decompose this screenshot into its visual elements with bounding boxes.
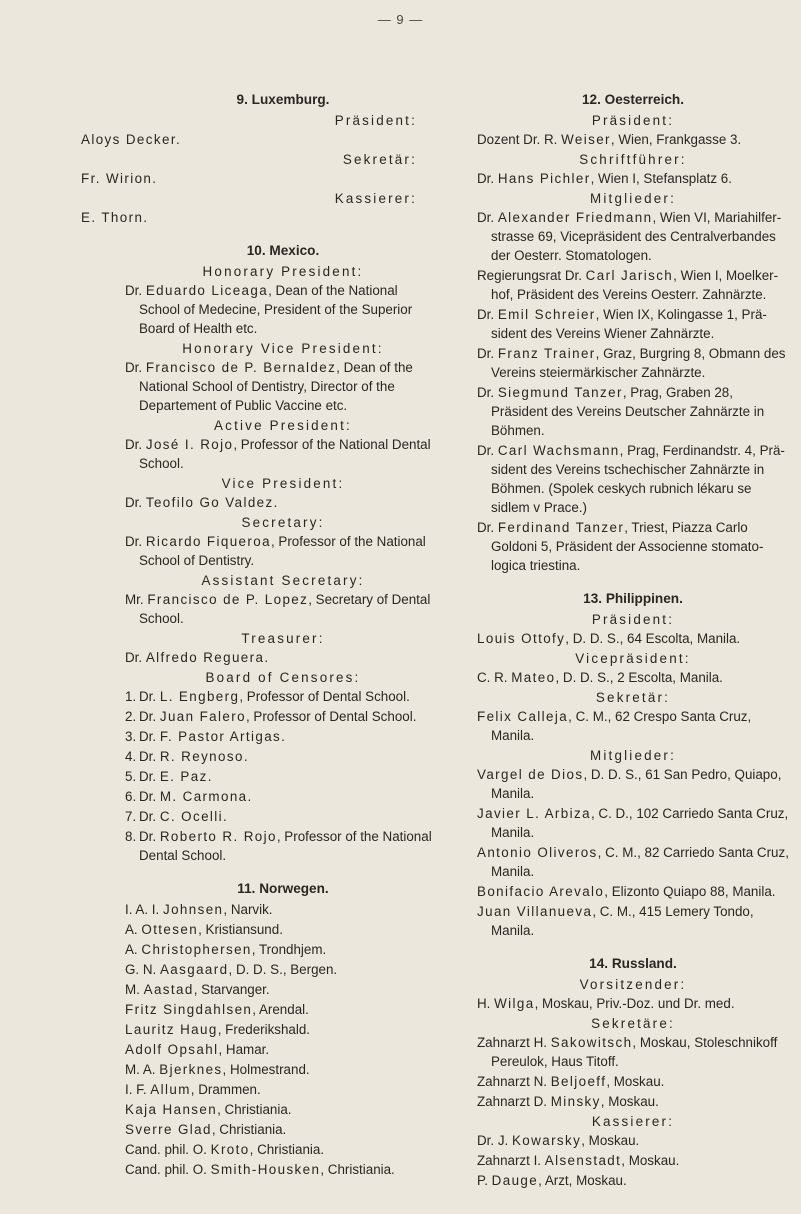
person-detail: , Christiania. bbox=[249, 1142, 325, 1157]
person-detail: , Graz, Burgring 8, Obmann des Vereins steiermärkischer Zahnärzte. bbox=[491, 346, 786, 380]
person-entry bbox=[477, 994, 789, 1013]
person-name: Beljoeff bbox=[550, 1074, 607, 1089]
person-name: Fritz Singdahlsen bbox=[125, 1002, 253, 1017]
person-prefix: Dr. bbox=[125, 534, 146, 549]
person-name: Mateo bbox=[511, 670, 556, 685]
person-name: Alfredo Reguera bbox=[145, 650, 265, 665]
left-column bbox=[81, 90, 441, 1193]
person-name: Minsky bbox=[550, 1094, 601, 1109]
person-prefix: A. bbox=[125, 922, 142, 937]
person-detail: , Moskau. bbox=[606, 1074, 665, 1089]
person-entry bbox=[125, 707, 441, 726]
person-detail: , Starvanger. bbox=[193, 982, 270, 997]
person-detail: , Triest, Piazza Carlo Goldoni 5, Präsident der Associenne stomato-logica triestina. bbox=[491, 520, 764, 573]
censores-list bbox=[125, 687, 441, 865]
person-name: Ferdinand Tanzer bbox=[497, 520, 625, 535]
person-entry bbox=[125, 787, 441, 806]
person-prefix: H. bbox=[477, 996, 495, 1011]
person-name: Francisco de P. Bernaldez bbox=[145, 360, 337, 375]
person-entry bbox=[477, 804, 789, 842]
section-norwegen bbox=[125, 879, 441, 1179]
entry-number: 2. bbox=[125, 709, 137, 724]
person-name: Aastad bbox=[143, 982, 194, 997]
person-entry bbox=[477, 707, 789, 745]
norwegen-list bbox=[125, 900, 441, 1179]
person-entry bbox=[477, 1092, 789, 1111]
person-name: Aloys Decker. bbox=[81, 132, 182, 147]
person-name: C. Ocelli bbox=[159, 809, 224, 824]
person-prefix: I. A. I. bbox=[125, 902, 163, 917]
person-prefix: Dr. bbox=[477, 210, 498, 225]
person-name: Sakowitsch bbox=[550, 1035, 633, 1050]
person-entry bbox=[125, 920, 441, 939]
person-prefix: Dr. bbox=[139, 749, 160, 764]
person-prefix: Dr. bbox=[477, 520, 498, 535]
person-entry bbox=[125, 747, 441, 766]
role-heading: Präsident: bbox=[591, 612, 675, 627]
person-entry bbox=[81, 208, 441, 227]
person-entry bbox=[125, 807, 441, 826]
role-heading: Vicepräsident: bbox=[575, 651, 691, 666]
person-prefix: Dr. bbox=[139, 789, 160, 804]
person-prefix: Mr. bbox=[125, 592, 148, 607]
person-entry bbox=[125, 1160, 441, 1179]
person-name: Dauge bbox=[491, 1173, 539, 1188]
person-entry bbox=[477, 668, 789, 687]
person-prefix: Regierungsrat Dr. bbox=[477, 268, 586, 283]
person-detail: , Arzt, Moskau. bbox=[538, 1173, 627, 1188]
person-detail: , Moskau. bbox=[621, 1153, 680, 1168]
person-name: Smith-Housken bbox=[210, 1162, 321, 1177]
person-prefix: Dr. bbox=[139, 729, 160, 744]
person-name: José I. Rojo bbox=[145, 437, 234, 452]
section-mexico bbox=[125, 241, 441, 865]
person-entry bbox=[477, 169, 789, 188]
person-prefix: A. bbox=[125, 942, 142, 957]
role-heading: Kassierer: bbox=[591, 1114, 675, 1129]
person-detail: , Professor of Dental School. bbox=[245, 709, 417, 724]
person-detail: . bbox=[281, 729, 285, 744]
person-detail: , D. D. S., Bergen. bbox=[228, 962, 338, 977]
role-heading: Sekretär: bbox=[342, 152, 417, 167]
person-name: Ottesen bbox=[141, 922, 199, 937]
role-heading: Vice President: bbox=[221, 476, 345, 491]
right-column bbox=[477, 90, 789, 1204]
role-heading: Sekretär: bbox=[595, 690, 671, 705]
role-heading: Honorary Vice President: bbox=[182, 341, 384, 356]
role-heading: Assistant Secretary: bbox=[201, 573, 365, 588]
person-prefix: Cand. phil. O. bbox=[125, 1142, 211, 1157]
person-name: Carl Wachsmann bbox=[497, 443, 620, 458]
person-prefix: Dr. bbox=[139, 829, 160, 844]
person-entry bbox=[81, 130, 441, 149]
person-entry bbox=[125, 590, 441, 628]
person-detail: , D. D. S., 61 San Pedro, Quiapo, Manila. bbox=[491, 767, 782, 801]
person-prefix: P. bbox=[477, 1173, 492, 1188]
person-prefix: Zahnarzt I. bbox=[477, 1153, 545, 1168]
person-detail: , Wien, Frankgasse 3. bbox=[610, 132, 742, 147]
section-luxemburg bbox=[81, 90, 441, 227]
person-detail: , Prag, Ferdinandstr. 4, Prä-sident des Vereins tschechischer Zahnärzte in Böhmen. (Spolek ceskych rubnich lékaru se sidlem v Prace.) bbox=[491, 443, 785, 515]
person-name: E. Thorn. bbox=[81, 210, 149, 225]
person-name: Allum bbox=[150, 1082, 191, 1097]
person-detail: , Holmestrand. bbox=[222, 1062, 310, 1077]
person-prefix: Cand. phil. O. bbox=[125, 1162, 211, 1177]
role-heading: Vorsitzender: bbox=[579, 977, 687, 992]
person-name: Siegmund Tanzer bbox=[497, 385, 623, 400]
person-name: Vargel de Dios bbox=[477, 767, 584, 782]
person-entry bbox=[477, 882, 789, 901]
person-entry bbox=[125, 960, 441, 979]
person-prefix: G. N. bbox=[125, 962, 160, 977]
person-name: F. Pastor Artigas bbox=[159, 729, 282, 744]
person-prefix: Dr. bbox=[477, 171, 498, 186]
person-entry bbox=[477, 629, 789, 648]
section-title: 14. Russland. bbox=[589, 956, 677, 971]
person-name: E. Paz bbox=[159, 769, 208, 784]
role-heading: Secretary: bbox=[241, 515, 325, 530]
person-detail: . bbox=[247, 789, 252, 804]
role-heading: Board of Censores: bbox=[205, 670, 361, 685]
person-detail: , Wien I, Stefansplatz 6. bbox=[590, 171, 732, 186]
person-prefix: Dr. bbox=[125, 360, 146, 375]
page-number: — 9 — bbox=[377, 12, 424, 27]
person-prefix: Dr. bbox=[477, 385, 498, 400]
section-title: 13. Philippinen. bbox=[583, 591, 683, 606]
person-detail: , Moskau, Stoleschnikoff Pereulok, Haus Titoff. bbox=[491, 1035, 778, 1069]
person-prefix: Dr. bbox=[139, 809, 160, 824]
person-detail: , Professor of the National School of Dentistry. bbox=[139, 534, 426, 568]
person-entry bbox=[477, 843, 789, 881]
person-name: Juan Falero bbox=[159, 709, 246, 724]
role-heading: Active President: bbox=[214, 418, 352, 433]
person-entry bbox=[125, 435, 441, 473]
person-detail: , Prag, Graben 28, Präsident des Vereins Deutscher Zahnärzte in Böhmen. bbox=[491, 385, 765, 438]
person-prefix: Dr. bbox=[125, 437, 146, 452]
person-entry bbox=[477, 1131, 789, 1150]
person-name: Fr. Wirion. bbox=[81, 171, 158, 186]
section-oesterreich bbox=[477, 90, 789, 575]
person-name: Bjerknes bbox=[159, 1062, 223, 1077]
entry-number: 8. bbox=[125, 829, 137, 844]
person-entry bbox=[125, 980, 441, 999]
person-name: Teofilo Go Valdez bbox=[145, 495, 274, 510]
entry-number: 7. bbox=[125, 809, 137, 824]
person-detail: , C. M., 82 Carriedo Santa Cruz, Manila. bbox=[491, 845, 789, 879]
person-detail: , C. D., 102 Carriedo Santa Cruz, Manila. bbox=[491, 806, 789, 840]
person-prefix: M. bbox=[125, 982, 144, 997]
person-detail: , C. M., 62 Crespo Santa Cruz, Manila. bbox=[491, 709, 752, 743]
person-name: Kowarsky bbox=[511, 1133, 582, 1148]
person-name: Francisco de P. Lopez bbox=[147, 592, 309, 607]
person-entry bbox=[125, 532, 441, 570]
person-detail: , Drammen. bbox=[190, 1082, 261, 1097]
person-detail: , Professor of the National Dental School. bbox=[139, 437, 431, 471]
section-title: 10. Mexico. bbox=[246, 243, 320, 258]
person-name: R. Reynoso bbox=[159, 749, 244, 764]
person-prefix: Dr. bbox=[139, 689, 160, 704]
person-detail: , Dean of the National School of Dentistry, Director of the Departement of Public Vaccine etc. bbox=[139, 360, 413, 413]
person-entry bbox=[125, 1020, 441, 1039]
person-detail: , Dean of the National School of Medecine, President of the Superior Board of Health etc. bbox=[139, 283, 413, 336]
person-detail: . bbox=[207, 769, 212, 784]
person-entry bbox=[477, 383, 789, 440]
role-heading: Mitglieder: bbox=[590, 748, 676, 763]
person-prefix: Dr. bbox=[125, 650, 146, 665]
entry-number: 3. bbox=[125, 729, 137, 744]
entry-number: 5. bbox=[125, 769, 137, 784]
person-name: Louis Ottofy bbox=[477, 631, 566, 646]
person-name: Antonio Oliveros bbox=[477, 845, 598, 860]
person-entry bbox=[477, 266, 789, 304]
person-name: Ricardo Fiqueroa bbox=[145, 534, 271, 549]
person-entry bbox=[125, 1100, 441, 1119]
person-entry bbox=[477, 344, 789, 382]
role-heading: Treasurer: bbox=[241, 631, 325, 646]
person-name: Eduardo Liceaga bbox=[145, 283, 269, 298]
person-name: Weiser bbox=[561, 132, 611, 147]
person-name: Wilga bbox=[494, 996, 535, 1011]
person-entry bbox=[477, 902, 789, 940]
person-prefix: I. F. bbox=[125, 1082, 151, 1097]
person-name: Juan Villanueva bbox=[477, 904, 593, 919]
role-heading: Honorary President: bbox=[202, 264, 364, 279]
person-name: Lauritz Haug bbox=[125, 1022, 218, 1037]
person-name: Javier L. Arbiza bbox=[477, 806, 591, 821]
person-detail: , Wien IX, Kolingasse 1, Prä-sident des Vereins Wiener Zahnärzte. bbox=[491, 307, 767, 341]
person-entry bbox=[477, 130, 789, 149]
person-prefix: Zahnarzt H. bbox=[477, 1035, 551, 1050]
person-entry bbox=[125, 648, 441, 667]
person-name: Roberto R. Rojo bbox=[159, 829, 277, 844]
person-entry bbox=[477, 765, 789, 803]
person-name: Hans Pichler bbox=[497, 171, 591, 186]
person-prefix: Dr. J. bbox=[477, 1133, 512, 1148]
russland-officers bbox=[477, 975, 789, 1190]
person-entry bbox=[125, 1060, 441, 1079]
person-prefix: Dozent Dr. R. bbox=[477, 132, 562, 147]
entry-number: 1. bbox=[125, 689, 137, 704]
person-name: Carl Jarisch bbox=[585, 268, 674, 283]
person-name: Alsenstadt bbox=[544, 1153, 622, 1168]
entry-number: 4. bbox=[125, 749, 137, 764]
person-entry bbox=[125, 281, 441, 338]
section-title: 11. Norwegen. bbox=[237, 881, 329, 896]
person-name: L. Engberg bbox=[159, 689, 240, 704]
person-detail: , Elizonto Quiapo 88, Manila. bbox=[604, 884, 776, 899]
person-detail: , Kristiansund. bbox=[198, 922, 283, 937]
person-entry bbox=[477, 208, 789, 265]
person-detail: , Christiania. bbox=[217, 1102, 292, 1117]
person-name: M. Carmona bbox=[159, 789, 248, 804]
person-prefix: Dr. bbox=[477, 307, 498, 322]
role-heading: Präsident: bbox=[591, 113, 675, 128]
person-name: Sverre Glad bbox=[125, 1122, 212, 1137]
philippinen-officers bbox=[477, 610, 789, 940]
person-detail: . bbox=[223, 809, 227, 824]
person-entry bbox=[125, 1080, 441, 1099]
role-heading: Präsident: bbox=[334, 113, 417, 128]
person-detail: , Moskau, Priv.-Doz. und Dr. med. bbox=[534, 996, 735, 1011]
person-detail: , Secretary of Dental School. bbox=[139, 592, 431, 626]
person-prefix: Dr. bbox=[477, 346, 498, 361]
person-detail: , Moskau. bbox=[581, 1133, 640, 1148]
person-entry bbox=[125, 1040, 441, 1059]
person-detail: , Narvik. bbox=[223, 902, 273, 917]
person-entry bbox=[125, 827, 441, 865]
role-heading: Sekretäre: bbox=[591, 1016, 675, 1031]
person-entry bbox=[125, 940, 441, 959]
person-detail: , D. D. S., 2 Escolta, Manila. bbox=[555, 670, 723, 685]
person-prefix: Zahnarzt N. bbox=[477, 1074, 551, 1089]
entry-number: 6. bbox=[125, 789, 137, 804]
person-prefix: Dr. bbox=[477, 443, 498, 458]
person-name: Franz Trainer bbox=[497, 346, 596, 361]
person-detail: , Moskau. bbox=[600, 1094, 659, 1109]
person-detail: , D. D. S., 64 Escolta, Manila. bbox=[565, 631, 741, 646]
person-prefix: C. R. bbox=[477, 670, 512, 685]
person-detail: , Frederikshald. bbox=[217, 1022, 311, 1037]
person-detail: . bbox=[273, 495, 278, 510]
person-detail: , Arendal. bbox=[252, 1002, 309, 1017]
section-title: 12. Oesterreich. bbox=[581, 92, 684, 107]
person-entry bbox=[125, 493, 441, 512]
person-detail: , Trondhjem. bbox=[251, 942, 327, 957]
person-entry bbox=[477, 1033, 789, 1071]
person-entry bbox=[477, 1151, 789, 1170]
person-prefix: Dr. bbox=[139, 769, 160, 784]
person-detail: , Hamar. bbox=[218, 1042, 270, 1057]
person-entry bbox=[125, 727, 441, 746]
person-entry bbox=[477, 1072, 789, 1091]
person-name: Emil Schreier bbox=[497, 307, 596, 322]
person-entry bbox=[477, 305, 789, 343]
person-name: Felix Calleja bbox=[477, 709, 569, 724]
person-entry bbox=[125, 687, 441, 706]
person-detail: , Professor of Dental School. bbox=[239, 689, 410, 704]
person-entry bbox=[125, 767, 441, 786]
person-entry bbox=[125, 1000, 441, 1019]
person-detail: , Professor of the National Dental School. bbox=[139, 829, 432, 863]
person-name: Adolf Opsahl bbox=[125, 1042, 219, 1057]
person-detail: . bbox=[264, 650, 269, 665]
person-name: Kroto bbox=[210, 1142, 250, 1157]
person-prefix: Dr. bbox=[125, 283, 146, 298]
mexico-officers bbox=[125, 262, 441, 667]
oesterreich-officers bbox=[477, 111, 789, 575]
person-name: Aasgaard bbox=[159, 962, 229, 977]
role-heading: Mitglieder: bbox=[590, 191, 676, 206]
role-heading: Kassierer: bbox=[334, 191, 417, 206]
person-entry bbox=[125, 900, 441, 919]
person-name: Johnsen bbox=[162, 902, 224, 917]
person-detail: . bbox=[243, 749, 248, 764]
person-name: Alexander Friedmann bbox=[497, 210, 653, 225]
person-prefix: Dr. bbox=[139, 709, 160, 724]
person-name: Christophersen bbox=[141, 942, 252, 957]
person-prefix: M. A. bbox=[125, 1062, 160, 1077]
person-prefix: Dr. bbox=[125, 495, 146, 510]
person-entry bbox=[477, 1171, 789, 1190]
person-entry bbox=[81, 169, 441, 188]
person-entry bbox=[125, 1120, 441, 1139]
section-russland bbox=[477, 954, 789, 1190]
person-detail: , Christiania. bbox=[320, 1162, 395, 1177]
role-heading: Schriftführer: bbox=[579, 152, 687, 167]
person-entry bbox=[125, 358, 441, 415]
section-title: 9. Luxemburg. bbox=[236, 92, 330, 107]
person-entry bbox=[125, 1140, 441, 1159]
person-entry bbox=[477, 441, 789, 517]
person-detail: , Christiania. bbox=[211, 1122, 287, 1137]
person-detail: , Wien I, Moelker-hof, Präsident des Vereins Oesterr. Zahnärzte. bbox=[491, 268, 779, 302]
person-entry bbox=[477, 518, 789, 575]
person-detail: , Wien VI, Mariahilfer-strasse 69, Vicepräsident des Centralverbandes der Oesterr. Stomatologen. bbox=[491, 210, 782, 263]
person-prefix: Zahnarzt D. bbox=[477, 1094, 551, 1109]
section-philippinen bbox=[477, 589, 789, 940]
person-name: Bonifacio Arevalo bbox=[477, 884, 605, 899]
person-name: Kaja Hansen bbox=[125, 1102, 218, 1117]
person-detail: , C. M., 415 Lemery Tondo, Manila. bbox=[491, 904, 754, 938]
